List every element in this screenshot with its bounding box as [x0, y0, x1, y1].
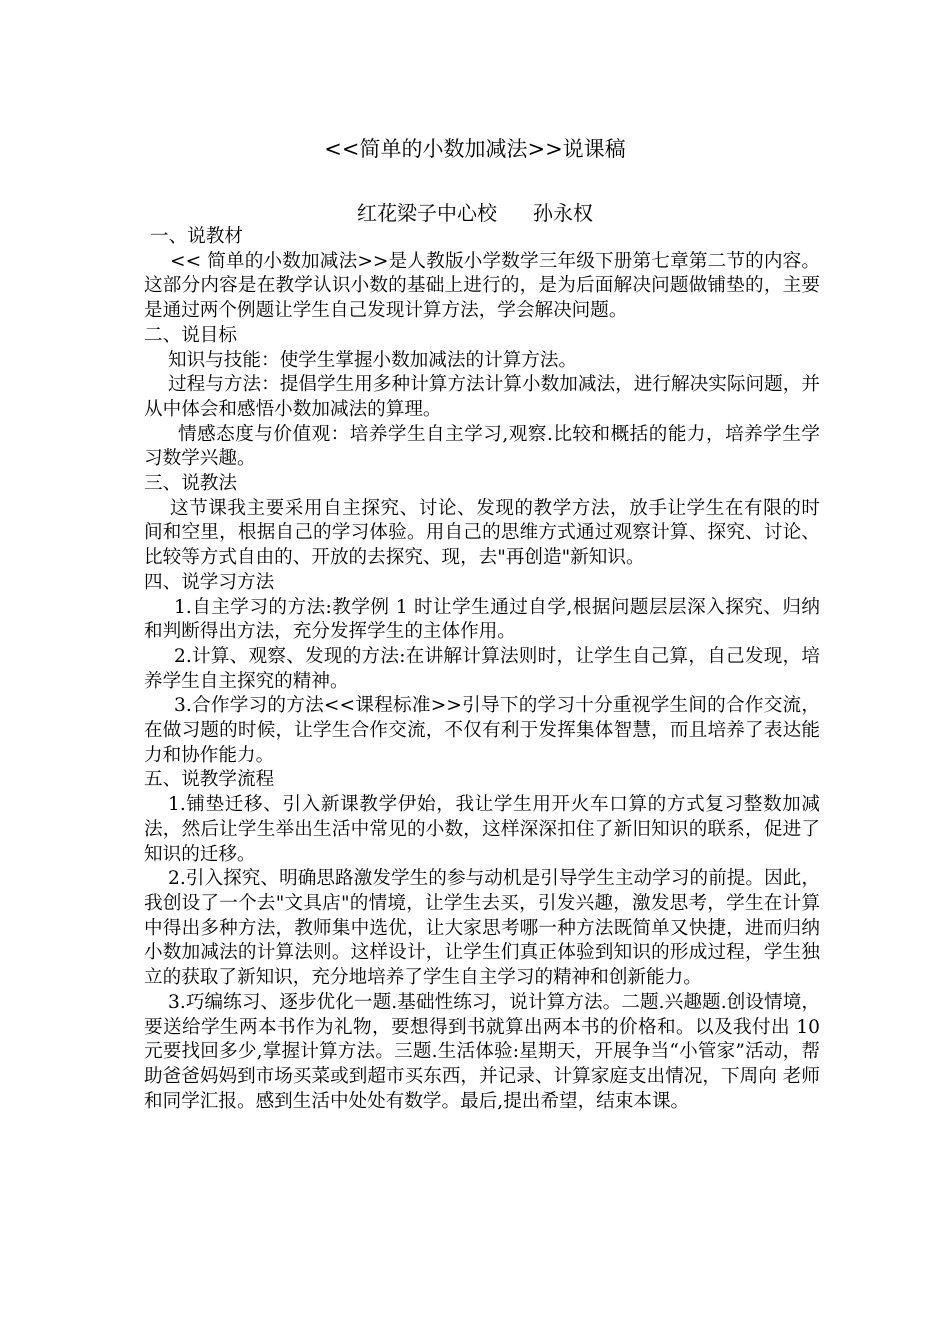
paragraph: 这节课我主要采用自主探究、讨论、发现的教学方法，放手让学生在有限的时间和空里，根据自己的学习体验。用自己的思维方式通过观察计算、探究、讨论、比较等方式自由的、开放的去探究、现，去"再创造"新知识。 [144, 497, 820, 569]
paragraph: 1.铺垫迁移、引入新课教学伊始，我让学生用开火车口算的方式复习整数加减法，然后让学生举出生活中常见的小数，这样深深扣住了新旧知识的联系，促进了知识的迁移。 [144, 794, 820, 865]
paragraph: 2.计算、观察、发现的方法:在讲解计算法则时，让学生自己算，自己发现，培养学生自主探究的精神。 [144, 645, 820, 692]
paragraph: 1.自主学习的方法:教学例 1 时让学生通过自学,根据问题层层深入探究、归纳和判断得出方法，充分发挥学生的主体作用。 [144, 596, 820, 643]
author-name: 孙永权 [533, 201, 593, 225]
paragraph: 知识与技能：使学生掌握小数加减法的计算方法。 [168, 349, 578, 371]
paragraph: 过程与方法：提倡学生用多种计算方法计算小数加减法，进行解决实际问题，并从中体会和感悟小数加减法的算理。 [144, 374, 820, 420]
section-heading: 二、说目标 [144, 324, 237, 346]
section-heading: 三、说教法 [144, 473, 237, 495]
document-body [144, 225, 820, 1114]
section-heading: 五、说教学流程 [144, 769, 275, 791]
document-title: <<简单的小数加减法>>说课稿 [324, 137, 626, 161]
paragraph: 2.引入探究、明确思路激发学生的参与动机是引导学生主动学习的前提。因此，我创设了一个去"文具店"的情境，让学生去买，引发兴趣，激发思考，学生在计算中得出多种方法，教师集中选优，让大家思考哪一种方法既简单又快捷，进而归纳小数加减法的计算法则。这样设计，让学生们真正体验到知识的形成过程，学生独立的获取了新知识，充分地培养了学生自主学习的精神和创新能力。 [144, 868, 820, 989]
paragraph: 3.合作学习的方法<<课程标准>>引导下的学习十分重视学生间的合作交流，在做习题的时候，让学生合作交流，不仅有利于发挥集体智慧，而且培养了表达能力和协作能力。 [144, 695, 820, 766]
section-heading: 四、说学习方法 [144, 571, 275, 593]
section-heading: 一、说教材 [150, 226, 243, 247]
paragraph: << 简单的小数加减法>>是人教版小学数学三年级下册第七章第二节的内容。这部分内容是在教学认识小数的基础上进行的，是为后面解决问题做铺垫的，主要是通过两个例题让学生自己发现计算方法，学会解决问题。 [144, 250, 820, 322]
school-name: 红花梁子中心校 [357, 201, 497, 225]
paragraph: 情感态度与价值观：培养学生自主学习,观察.比较和概括的能力，培养学生学习数学兴趣。 [144, 423, 820, 470]
paragraph: 3.巧编练习、逐步优化一题.基础性练习，说计算方法。二题.兴趣题.创设情境，要送给学生两本书作为礼物，要想得到书就算出两本书的价格和。以及我付出 10 元要找回多少,掌握计算方法。三题.生活体验:星期天，开展争当“小管家”活动，帮助爸爸妈妈到市场买菜或到超市买东西，并记录、计算家庭支出情况，下周向 老师和同学汇报。感到生活中处处有数学。最后,提出希望，结束本课。 [144, 991, 820, 1112]
